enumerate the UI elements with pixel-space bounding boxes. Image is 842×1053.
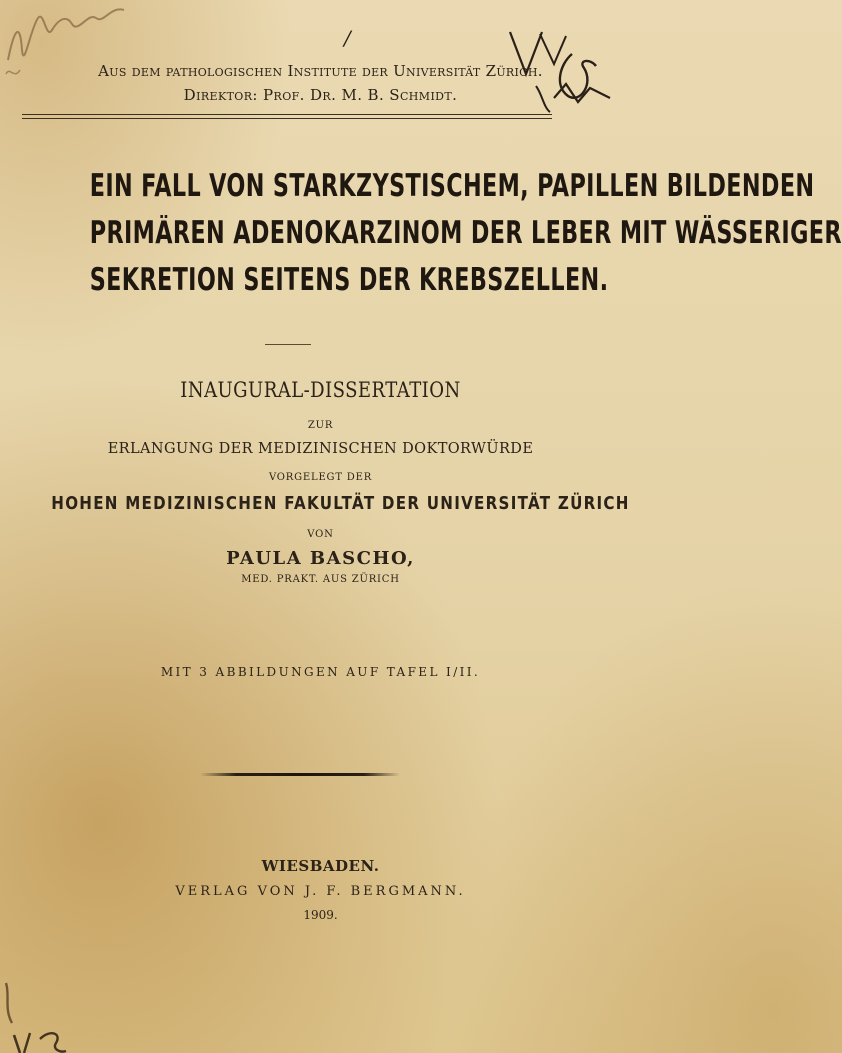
handwritten-slash-mark: /: [344, 26, 351, 50]
title-line-2: PRIMÄREN ADENOKARZINOM DER LEBER MIT WÄSSERIGER: [89, 215, 842, 251]
imprint-separator-rule: [200, 773, 400, 776]
author-subtitle: MED. PRAKT. AUS ZÜRICH: [241, 574, 400, 585]
dissertation-vorgelegt: VORGELEGT DER: [268, 472, 373, 483]
dissertation-zur: ZUR: [307, 420, 334, 431]
header-double-rule: [22, 114, 552, 119]
faculty-name: HOHEN MEDIZINISCHEN FAKULTÄT DER UNIVERSITÄT ZÜRICH: [51, 493, 630, 514]
header-director: Direktor: Prof. Dr. M. B. Schmidt.: [183, 86, 458, 104]
imprint-publisher: VERLAG VON J. F. BERGMANN.: [175, 884, 466, 899]
dissertation-von: VON: [307, 529, 334, 540]
header-institute: Aus dem pathologischen Institute der Universität Zürich.: [98, 62, 543, 80]
imprint-city: WIESBADEN.: [261, 857, 380, 875]
figures-note: MIT 3 ABBILDUNGEN AUF TAFEL I/II.: [160, 665, 481, 679]
title-line-1: EIN FALL VON STARKZYSTISCHEM, PAPILLEN BILDENDEN: [89, 168, 815, 204]
author-name: PAULA BASCHO,: [226, 548, 415, 569]
dissertation-heading: INAUGURAL-DISSERTATION: [180, 378, 461, 402]
imprint-year: 1909.: [303, 908, 338, 922]
title-separator-rule: [265, 344, 311, 345]
title-line-3: SEKRETION SEITENS DER KREBSZELLEN.: [89, 262, 609, 298]
handwritten-scribble-bottom-left: [0, 975, 100, 1053]
dissertation-purpose: ERLANGUNG DER MEDIZINISCHEN DOKTORWÜRDE: [107, 441, 534, 457]
